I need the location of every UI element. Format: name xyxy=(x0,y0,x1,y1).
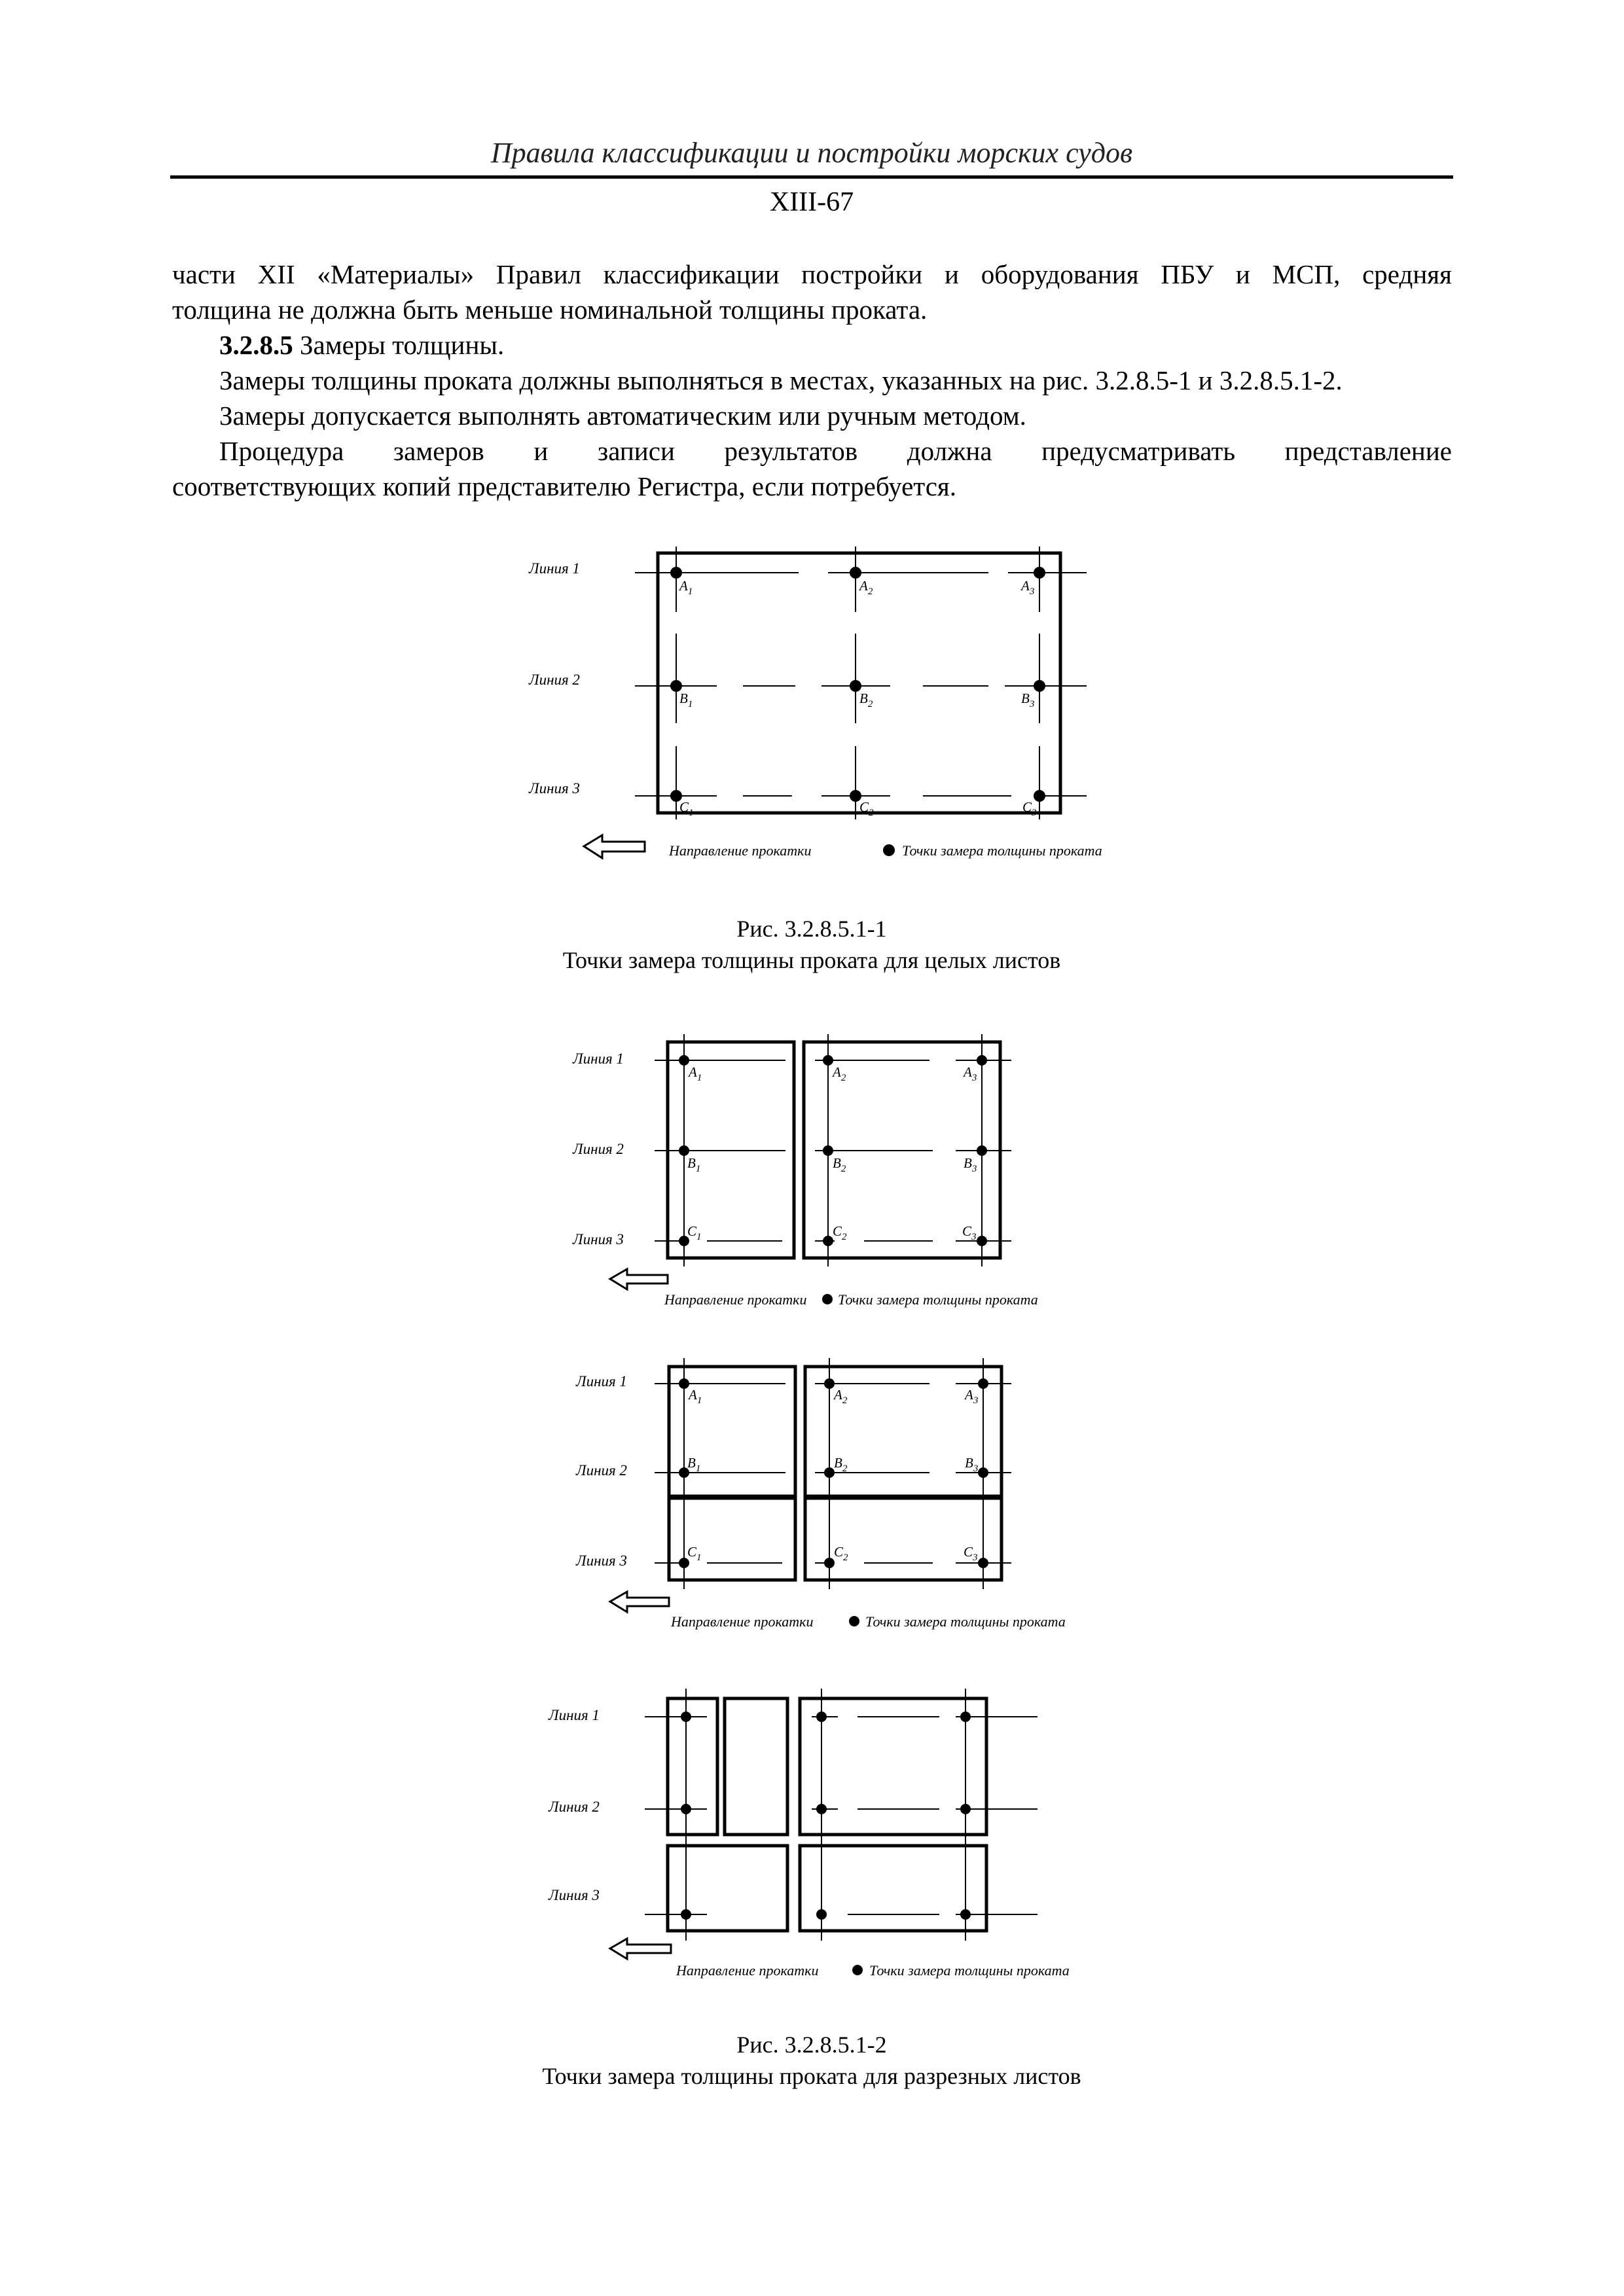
line-1-label: Линия 1 xyxy=(549,1707,600,1723)
point-b3 xyxy=(960,1804,971,1814)
arrow-left-icon xyxy=(610,1939,671,1959)
figure-1-diagram xyxy=(0,537,1624,877)
line-1-label: Линия 1 xyxy=(529,560,580,577)
legend-dot-icon xyxy=(849,1616,859,1626)
paragraph-4-line-1: Процедура замеров и записи результатов должна предусматривать представление xyxy=(219,436,1452,466)
point-label-a2: $A_2$ xyxy=(833,1064,846,1083)
legend-rolling-direction: Направление прокатки xyxy=(676,1962,819,1979)
plate-top-right xyxy=(800,1698,986,1835)
point-label-b1: $B_1$ xyxy=(687,1155,701,1174)
section-title: Замеры толщины. xyxy=(300,330,505,360)
line-1-label: Линия 1 xyxy=(573,1050,624,1067)
plate-top-right xyxy=(805,1367,1001,1496)
body-text xyxy=(172,257,1452,504)
paragraph-4-line-2: соответствующих копий представителю Регистра, если потребуется. xyxy=(172,471,957,501)
plate-bottom-right xyxy=(800,1846,986,1931)
point-c3 xyxy=(960,1909,971,1920)
point-b1 xyxy=(681,1804,691,1814)
paragraph-3: Замеры допускается выполнять автоматическим или ручным методом. xyxy=(219,401,1026,431)
plate-bottom-left xyxy=(669,1498,795,1580)
section-heading xyxy=(172,327,1452,363)
arrow-left-icon xyxy=(610,1269,668,1289)
point-a2 xyxy=(816,1712,827,1722)
point-a2 xyxy=(824,1378,835,1389)
line-3-label: Линия 3 xyxy=(576,1552,627,1569)
point-a3 xyxy=(1034,567,1045,579)
figure-2-caption xyxy=(170,2029,1453,2092)
paragraph-1-line-1: части XII «Материалы» Правил классификации постройки и оборудования ПБУ и МСП, средняя xyxy=(172,259,1452,289)
point-c3 xyxy=(978,1558,988,1568)
point-label-c3: $C_3$ xyxy=(962,1223,977,1242)
line-2-label: Линия 2 xyxy=(576,1462,627,1479)
point-label-c2: $C_2$ xyxy=(859,799,874,818)
point-label-c3: $C_3$ xyxy=(964,1544,978,1563)
line-3-label: Линия 3 xyxy=(529,780,580,797)
point-a2 xyxy=(823,1055,833,1066)
legend-rolling-direction: Направление прокатки xyxy=(669,842,812,859)
point-label-b3: $B_3$ xyxy=(964,1155,977,1174)
point-a3 xyxy=(960,1712,971,1722)
line-3-label: Линия 3 xyxy=(573,1231,624,1247)
point-a3 xyxy=(978,1378,988,1389)
point-label-b1: $B_1$ xyxy=(679,691,693,709)
point-c3 xyxy=(977,1236,987,1246)
point-label-c1: $C_1$ xyxy=(679,799,694,818)
figure-1-title: Точки замера толщины проката для целых листов xyxy=(562,947,1061,973)
point-b1 xyxy=(679,1145,689,1156)
point-label-c1: $C_1$ xyxy=(687,1544,702,1563)
point-label-b1: $B_1$ xyxy=(687,1455,701,1474)
plate-narrow-left xyxy=(668,1698,717,1835)
point-c2 xyxy=(816,1909,827,1920)
point-label-b2: $B_2$ xyxy=(833,1155,846,1174)
point-a1 xyxy=(679,1055,689,1066)
point-b3 xyxy=(977,1145,987,1156)
legend-rolling-direction: Направление прокатки xyxy=(671,1613,814,1630)
line-2-label: Линия 2 xyxy=(573,1141,624,1157)
figure-1-caption xyxy=(170,913,1453,976)
paragraph-1-line-2: толщина не должна быть меньше номинальной толщины проката. xyxy=(172,295,928,325)
plate-narrow-middle xyxy=(725,1698,787,1835)
section-number: 3.2.8.5 xyxy=(219,330,293,360)
plate-bottom-right xyxy=(805,1498,1001,1580)
point-b2 xyxy=(823,1145,833,1156)
figure-1-number: Рис. 3.2.8.5.1-1 xyxy=(736,916,887,942)
line-1-label: Линия 1 xyxy=(576,1373,627,1390)
point-label-a3: $A_3$ xyxy=(965,1387,979,1406)
point-label-c2: $C_2$ xyxy=(833,1223,847,1242)
line-3-label: Линия 3 xyxy=(549,1887,600,1903)
point-b2 xyxy=(816,1804,827,1814)
point-label-a2: $A_2$ xyxy=(834,1387,848,1406)
figure-2-title: Точки замера толщины проката для разрезных листов xyxy=(542,2063,1081,2089)
legend-dot-icon xyxy=(822,1294,833,1304)
legend-rolling-direction: Направление прокатки xyxy=(664,1291,807,1308)
paragraph-2: Замеры толщины проката должны выполняться в местах, указанных на рис. 3.2.8.5-1 и 3.2.8.5.1-2. xyxy=(219,365,1343,395)
legend-measurement-points: Точки замера толщины проката xyxy=(838,1291,1038,1308)
point-c3 xyxy=(1034,790,1045,802)
point-label-b2: $B_2$ xyxy=(859,691,873,709)
point-b3 xyxy=(1034,680,1045,692)
point-c1 xyxy=(681,1909,691,1920)
point-label-a1: $A_1$ xyxy=(679,578,693,597)
legend-measurement-points: Точки замера толщины проката xyxy=(869,1962,1070,1979)
point-label-c2: $C_2$ xyxy=(834,1544,848,1563)
line-2-label: Линия 2 xyxy=(529,672,580,688)
point-a1 xyxy=(681,1712,691,1722)
figure-2c-diagram xyxy=(0,1682,1624,1990)
point-b3 xyxy=(978,1467,988,1478)
point-c2 xyxy=(824,1558,835,1568)
point-label-a1: $A_1$ xyxy=(689,1387,702,1406)
running-header-title: Правила классификации и постройки морских судов xyxy=(490,137,1133,169)
arrow-left-icon xyxy=(610,1592,669,1612)
point-a2 xyxy=(850,567,861,579)
figure-2a-diagram xyxy=(0,1021,1624,1322)
page-number: XIII-67 xyxy=(769,187,854,217)
figure-2b-diagram xyxy=(0,1348,1624,1649)
point-label-a1: $A_1$ xyxy=(689,1064,702,1083)
point-a1 xyxy=(679,1378,689,1389)
figure-2-number: Рис. 3.2.8.5.1-2 xyxy=(736,2032,887,2058)
point-label-b2: $B_2$ xyxy=(834,1455,848,1474)
point-a3 xyxy=(977,1055,987,1066)
header-divider xyxy=(170,175,1453,179)
legend-measurement-points: Точки замера толщины проката xyxy=(865,1613,1066,1630)
point-a1 xyxy=(670,567,682,579)
point-label-c1: $C_1$ xyxy=(687,1223,702,1242)
line-2-label: Линия 2 xyxy=(549,1799,600,1815)
legend-dot-icon xyxy=(852,1965,863,1975)
point-c2 xyxy=(823,1236,833,1246)
point-label-a3: $A_3$ xyxy=(964,1064,977,1083)
arrow-left-icon xyxy=(584,835,645,858)
point-label-b3: $B_3$ xyxy=(1021,691,1035,709)
point-label-a2: $A_2$ xyxy=(859,578,873,597)
point-label-c3: $C_3$ xyxy=(1022,799,1037,818)
legend-measurement-points: Точки замера толщины проката xyxy=(902,842,1102,859)
point-label-a3: $A_3$ xyxy=(1021,578,1035,597)
legend-dot-icon xyxy=(883,844,895,856)
point-label-b3: $B_3$ xyxy=(965,1455,979,1474)
point-b2 xyxy=(824,1467,835,1478)
